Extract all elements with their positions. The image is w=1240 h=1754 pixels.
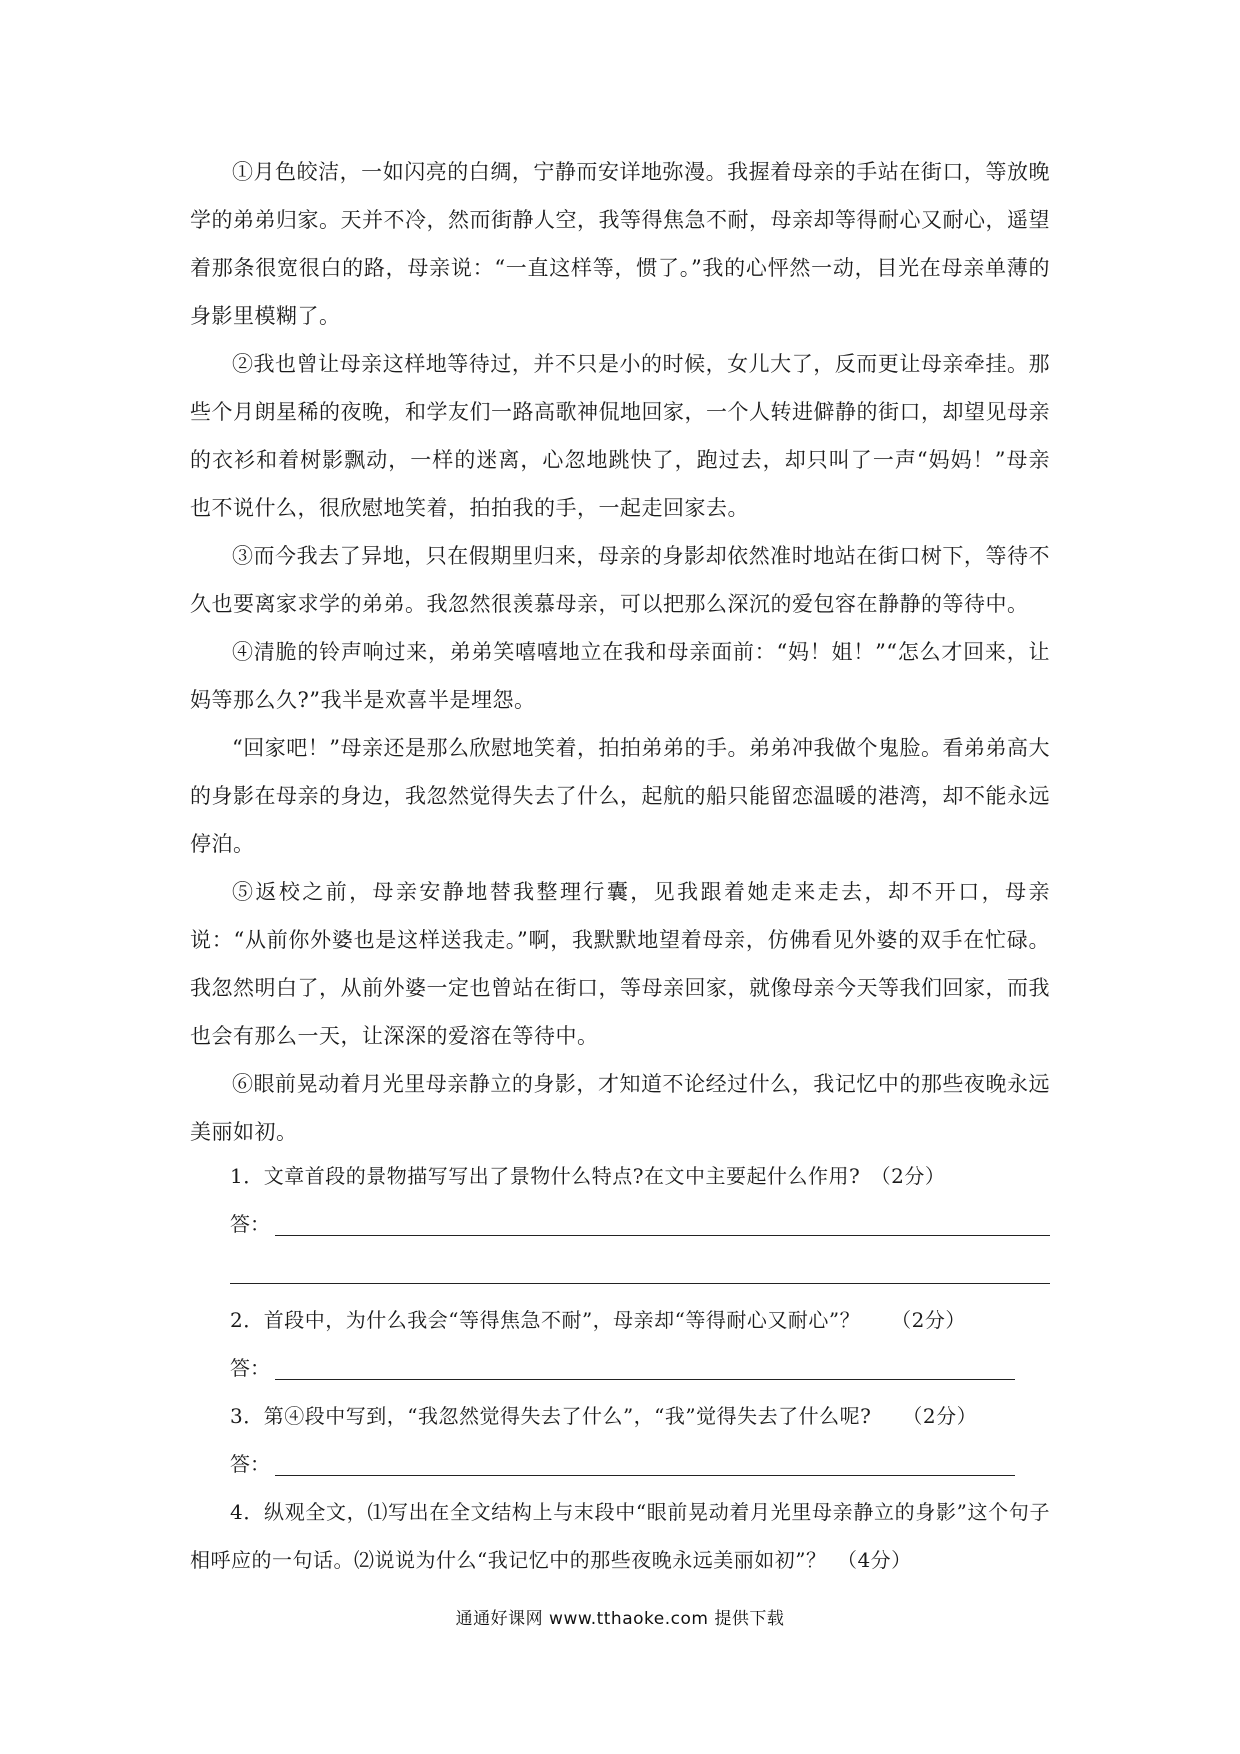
answer-line-1b[interactable] [230, 1283, 1050, 1284]
paragraph-1: ①月色皎洁，一如闪亮的白绸，宁静而安详地弥漫。我握着母亲的手站在街口，等放晚学的弟弟归家。天并不冷，然而街静人空，我等得焦急不耐，母亲却等得耐心又耐心，遥望着那条很宽很白的路，母亲说：“一直这样等，惯了。”我的心怦然一动，目光在母亲单薄的身影里模糊了。 [190, 160, 1050, 328]
answer-label: 答： [230, 1452, 270, 1476]
question-3: 3．第④段中写到，“我忽然觉得失去了什么”，“我”觉得失去了什么呢? （2分） [230, 1404, 978, 1428]
answer-line-2[interactable] [275, 1379, 1015, 1380]
paragraph-2: ②我也曾让母亲这样地等待过，并不只是小的时候，女儿大了，反而更让母亲牵挂。那些个月朗星稀的夜晚，和学友们一路高歌神侃地回家，一个人转进僻静的街口，却望见母亲的衣衫和着树影飘动，一样的迷离，心忽地跳快了，跑过去，却只叫了一声“妈妈！”母亲也不说什么，很欣慰地笑着，拍拍我的手，一起走回家去。 [190, 352, 1050, 520]
answer-line-3[interactable] [275, 1475, 1015, 1476]
answer-row-2 [190, 1344, 1050, 1392]
question-1: 1．文章首段的景物描写写出了景物什么特点?在文中主要起什么作用? （2分） [230, 1164, 946, 1188]
question-4: 4．纵观全文，⑴写出在全文结构上与末段中“眼前晃动着月光里母亲静立的身影”这个句子相呼应的一句话。⑵说说为什么“我记忆中的那些夜晚永远美丽如初”？ （4分） [190, 1500, 1050, 1572]
answer-line-1[interactable] [275, 1235, 1050, 1236]
paragraph-6: ⑤返校之前，母亲安静地替我整理行囊，见我跟着她走来走去，却不开口，母亲说：“从前你外婆也是这样送我走。”啊，我默默地望着母亲，仿佛看见外婆的双手在忙碌。我忽然明白了，从前外婆一定也曾站在街口，等母亲回家，就像母亲今天等我们回家，而我也会有那么一天，让深深的爱溶在等待中。 [190, 880, 1050, 1048]
paragraph-5: “回家吧！”母亲还是那么欣慰地笑着，拍拍弟弟的手。弟弟冲我做个鬼脸。看弟弟高大的身影在母亲的身边，我忽然觉得失去了什么，起航的船只能留恋温暖的港湾，却不能永远停泊。 [190, 736, 1050, 856]
reading-passage [190, 148, 1050, 1156]
answer-label: 答： [230, 1212, 270, 1236]
paragraph-3: ③而今我去了异地，只在假期里归来，母亲的身影却依然准时地站在街口树下，等待不久也要离家求学的弟弟。我忽然很羡慕母亲，可以把那么深沉的爱包容在静静的等待中。 [190, 544, 1050, 616]
paragraph-4: ④清脆的铃声响过来，弟弟笑嘻嘻地立在我和母亲面前：“妈！姐！”“怎么才回来，让妈等那么久?”我半是欢喜半是埋怨。 [190, 640, 1050, 712]
paragraph-7: ⑥眼前晃动着月光里母亲静立的身影，才知道不论经过什么，我记忆中的那些夜晚永远美丽如初。 [190, 1072, 1050, 1144]
answer-row-3 [190, 1440, 1050, 1488]
answer-row-1b [190, 1248, 1050, 1296]
page-footer: 通通好课网 www.tthaoke.com 提供下载 [455, 1609, 785, 1629]
question-section [190, 1152, 1050, 1584]
answer-row-1 [190, 1200, 1050, 1248]
answer-label: 答： [230, 1356, 270, 1380]
question-2: 2．首段中，为什么我会“等得焦急不耐”，母亲却“等得耐心又耐心”？ （2分） [230, 1308, 966, 1332]
